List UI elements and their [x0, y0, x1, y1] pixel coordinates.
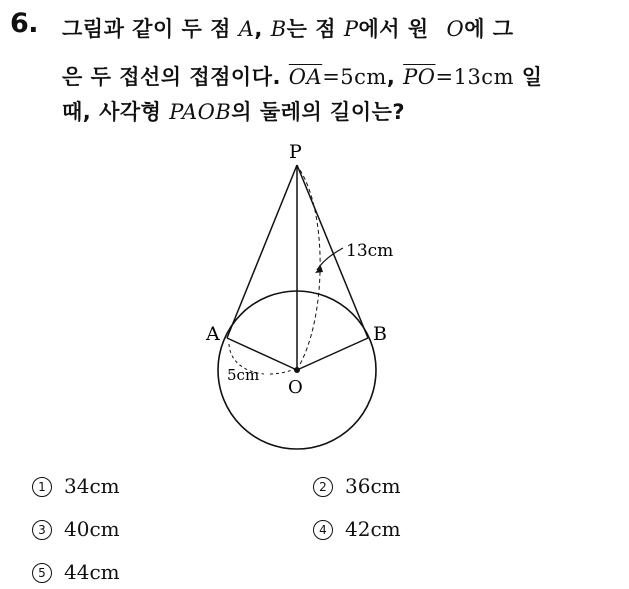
- choice-2[interactable]: [313, 474, 401, 498]
- oa-value: =5cm: [322, 65, 387, 89]
- comma: ,: [254, 17, 263, 41]
- point-p-var: P: [343, 17, 359, 41]
- choice-4[interactable]: [313, 517, 401, 541]
- quadrilateral-name: PAOB: [169, 100, 232, 124]
- choice-text: 40cm: [64, 517, 120, 541]
- label-b: B: [373, 323, 387, 345]
- choice-3[interactable]: [32, 517, 120, 541]
- choice-number-circle: 3: [32, 520, 52, 540]
- question-text: 에 그: [464, 17, 514, 41]
- point-b-var: B: [270, 17, 287, 41]
- question-text: 의 둘레의 길이는?: [231, 100, 406, 124]
- po-dimension-arc: [299, 170, 320, 366]
- center-o-dot: [294, 367, 300, 373]
- choice-number-circle: 4: [313, 520, 333, 540]
- label-13cm: 13cm: [346, 241, 394, 261]
- segment-po: $\overline{PO}$: [403, 65, 436, 89]
- choice-number-circle: 1: [32, 477, 52, 497]
- radius-ob: [297, 338, 368, 370]
- question-text: 은 두 접선의 접점이다.: [62, 65, 281, 89]
- label-5cm: 5cm: [227, 366, 260, 384]
- segment-oa: $\overline{OA}$: [288, 65, 323, 89]
- question-text: 때, 사각형: [62, 100, 162, 124]
- label-p: P: [289, 141, 302, 163]
- question-number: 6.: [10, 8, 39, 39]
- label-a: A: [206, 323, 220, 345]
- separator: ,: [386, 65, 396, 89]
- choice-text: 34cm: [64, 474, 120, 498]
- choice-5[interactable]: [32, 560, 120, 584]
- tangent-line-pa: [227, 165, 297, 338]
- question-text: 에서 원: [358, 17, 429, 41]
- label-o: O: [288, 377, 303, 398]
- po-value: =13cm: [435, 65, 514, 89]
- choice-number-circle: 2: [313, 477, 333, 497]
- choice-text: 44cm: [64, 560, 120, 584]
- circle-o-var: O: [446, 17, 465, 41]
- choice-1[interactable]: [32, 474, 120, 498]
- question-text: 일: [521, 65, 543, 89]
- question-text: 는 점: [286, 17, 337, 41]
- choice-text: 42cm: [345, 517, 401, 541]
- point-a-var: A: [238, 17, 255, 41]
- choice-number-circle: 5: [32, 563, 52, 583]
- choice-text: 36cm: [345, 474, 401, 498]
- question-text: 그림과 같이 두 점: [62, 17, 231, 41]
